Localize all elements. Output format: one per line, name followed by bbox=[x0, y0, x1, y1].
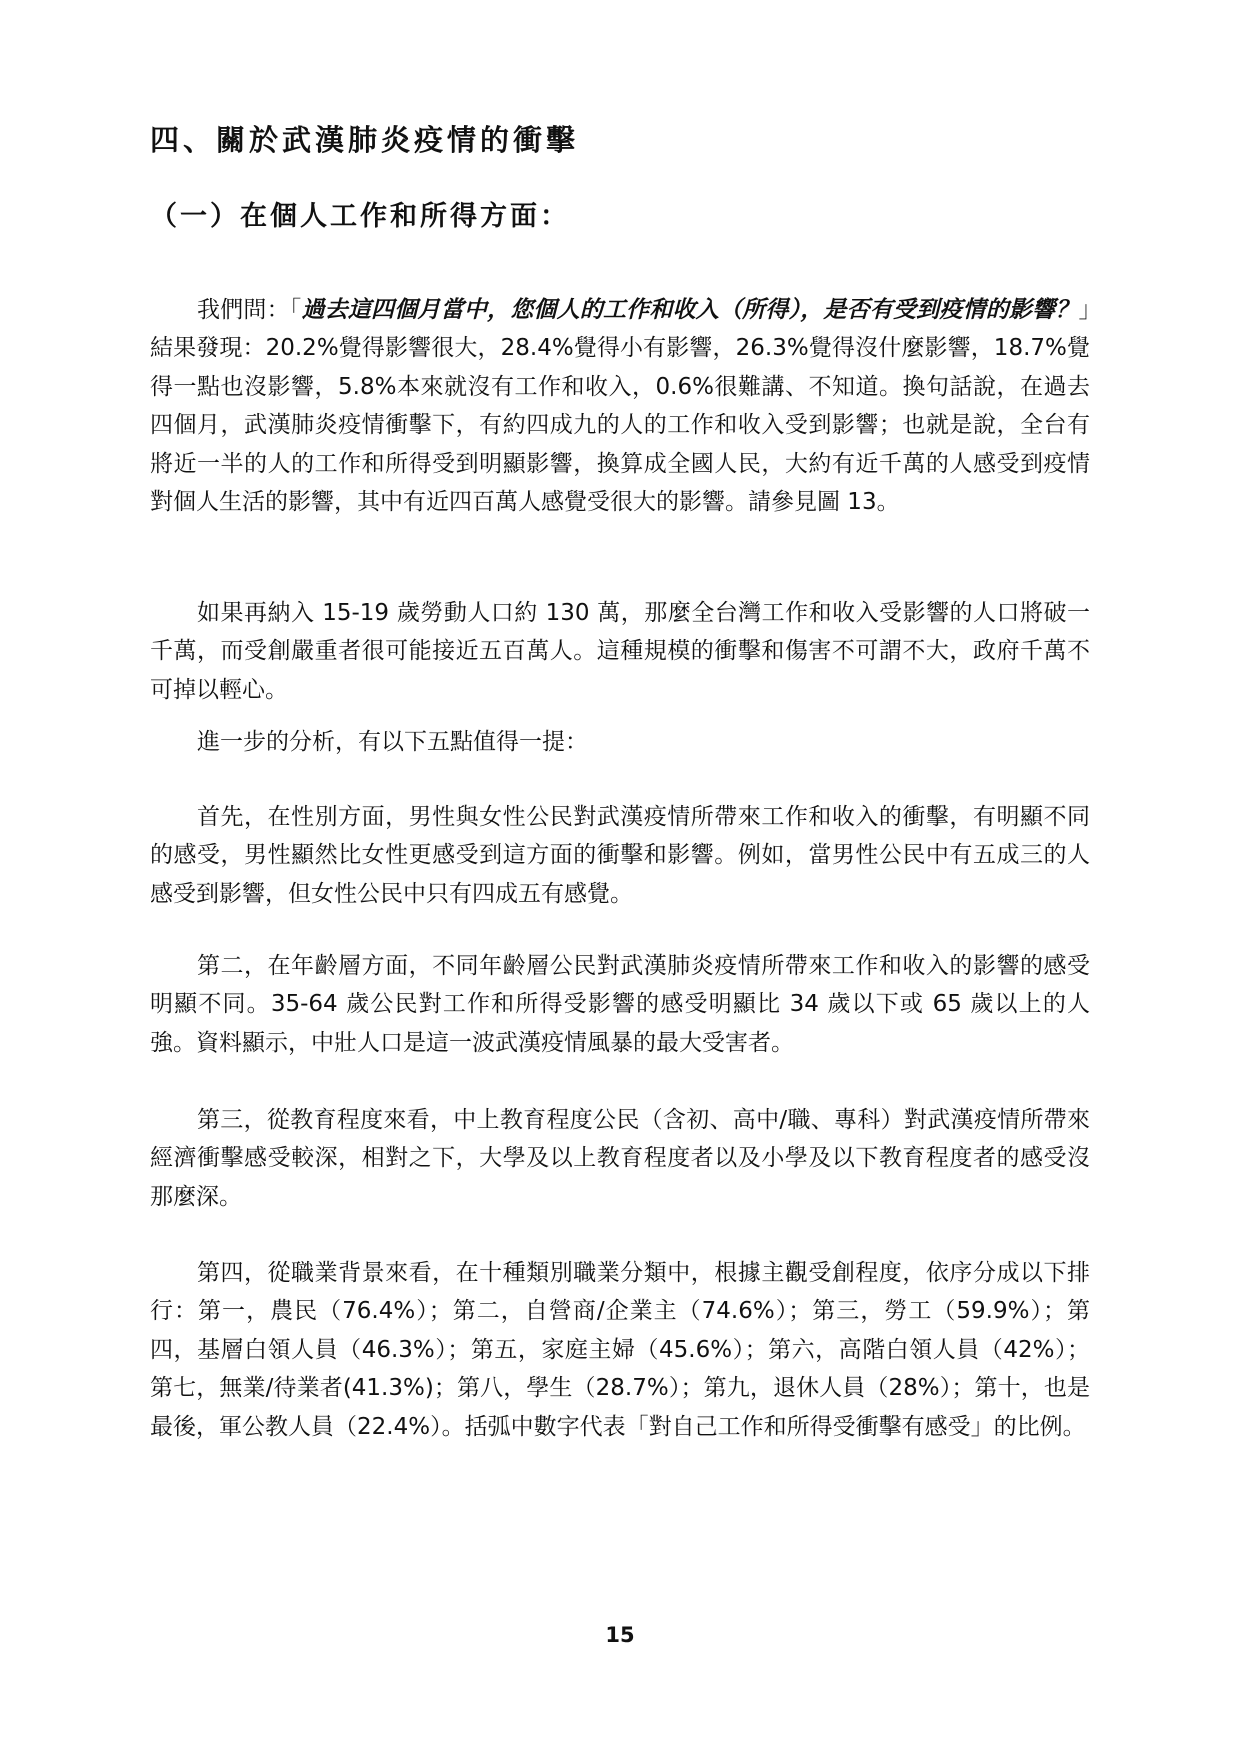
paragraph-occupation-analysis: 第四，從職業背景來看，在十種類別職業分類中，根據主觀受創程度，依序分成以下排行：第一，農民（76.4%）；第二，自營商/企業主（74.6%）；第三，勞工（59.9%）；第四，基層白領人員（46.3%）；第五，家庭主婦（45.6%）；第六，高階白領人員（42%）；第七，無業/待業者(41.3%)；第八，學生（28.7%）；第九，退休人員（28%）；第十，也是最後，軍公教人員（22.4%）。括弧中數字代表「對自己工作和所得受衝擊有感受」的比例。 bbox=[150, 1260, 1090, 1440]
page-number: 15 bbox=[605, 1623, 635, 1647]
subsection-title: （一）在個人工作和所得方面： bbox=[150, 201, 570, 232]
paragraph-gender-analysis: 首先，在性別方面，男性與女性公民對武漢疫情所帶來工作和收入的衝擊，有明顯不同的感受，男性顯然比女性更感受到這方面的衝擊和影響。例如，當男性公民中有五成三的人感受到影響，但女性公民中只有四成五有感覺。 bbox=[150, 804, 1090, 907]
paragraph-education-analysis: 第三，從教育程度來看，中上教育程度公民（含初、高中/職、專科）對武漢疫情所帶來經濟衝擊感受較深，相對之下，大學及以上教育程度者以及小學及以下教育程度者的感受沒那麼深。 bbox=[150, 1107, 1090, 1210]
paragraph-survey-question bbox=[150, 291, 1090, 521]
paragraph-age-analysis: 第二，在年齡層方面，不同年齡層公民對武漢肺炎疫情所帶來工作和收入的影響的感受明顯不同。35-64 歲公民對工作和所得受影響的感受明顯比 34 歲以下或 65 歲以上的人強。資料顯示，中壯人口是這一波武漢疫情風暴的最大受害者。 bbox=[150, 953, 1090, 1056]
survey-question-quote: 過去這四個月當中，您個人的工作和收入（所得），是否有受到疫情的影響？ bbox=[301, 297, 1079, 323]
paragraph-lead-text: 我們問：「 bbox=[197, 297, 302, 323]
paragraph-analysis-intro: 進一步的分析，有以下五點值得一提： bbox=[197, 729, 588, 755]
paragraph-labor-population: 如果再納入 15-19 歲勞動人口約 130 萬，那麼全台灣工作和收入受影響的人口將破一千萬，而受創嚴重者很可能接近五百萬人。這種規模的衝擊和傷害不可謂不大，政府千萬不可掉以輕心。 bbox=[150, 600, 1090, 703]
survey-results-text: 」結果發現：20.2%覺得影響很大，28.4%覺得小有影響，26.3%覺得沒什麼影響，18.7%覺得一點也沒影響，5.8%本來就沒有工作和收入，0.6%很難講、不知道。換句話說，在過去四個月，武漢肺炎疫情衝擊下，有約四成九的人的工作和收入受到影響；也就是說，全台有將近一半的人的工作和所得受到明顯影響，換算成全國人民，大約有近千萬的人感受到疫情對個人生活的影響，其中有近四百萬人感覺受很大的影響。請參見圖 13。 bbox=[150, 297, 1091, 516]
section-title: 四、關於武漢肺炎疫情的衝擊 bbox=[150, 123, 580, 157]
